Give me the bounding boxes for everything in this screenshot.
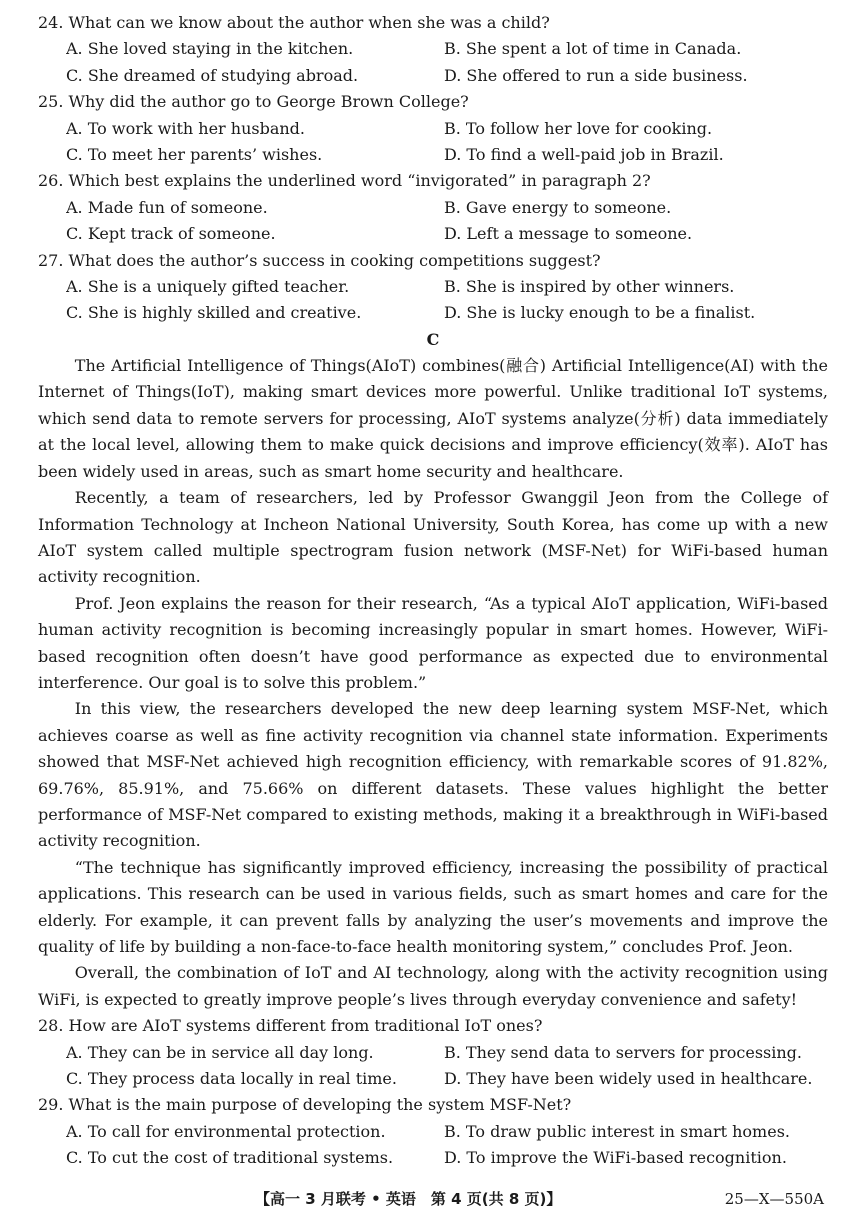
answer-option: D. To find a well-paid job in Brazil. xyxy=(444,144,724,164)
answer-option: C. To meet her parents’ wishes. xyxy=(66,144,323,164)
answer-option: D. To improve the WiFi-based recognition. xyxy=(444,1148,787,1168)
answer-option: B. She is inspired by other winners. xyxy=(444,276,735,296)
question-stem: 26. Which best explains the underlined word “invigorated” in paragraph 2? xyxy=(38,171,651,191)
question-stem: 24. What can we know about the author when she was a child? xyxy=(38,13,550,32)
passage-paragraph: “The technique has significantly improved efficiency, increasing the possibility of practical applications. This research can be used in various fields, such as smart homes and care for the elderly. For example, it can prevent falls by analyzing the user’s movements and improve the quality of life by building a non-face-to-face health monitoring system,” concludes Prof. Jeon. xyxy=(38,857,828,957)
question-stem: 27. What does the author’s success in cooking competitions suggest? xyxy=(38,250,601,270)
answer-option: A. To call for environmental protection. xyxy=(66,1121,386,1141)
question-stem: 29. What is the main purpose of developing the system MSF-Net? xyxy=(38,1095,572,1115)
answer-option: B. They send data to servers for processing. xyxy=(444,1042,802,1062)
option-row xyxy=(38,1145,828,1171)
option-row xyxy=(38,1066,828,1092)
reading-passage xyxy=(38,353,828,1013)
answer-option: A. They can be in service all day long. xyxy=(66,1042,374,1062)
answer-option: C. They process data locally in real time. xyxy=(66,1069,397,1089)
answer-option: D. She offered to run a side business. xyxy=(444,65,748,85)
passage-paragraph: Overall, the combination of IoT and AI technology, along with the activity recognition using WiFi, is expected to greatly improve people’s lives through everyday convenience and safety! xyxy=(38,963,828,1009)
footer-code: 25—X—550A xyxy=(724,1190,824,1208)
option-row xyxy=(38,116,828,142)
question-group-top xyxy=(38,10,828,327)
option-row xyxy=(38,63,828,89)
answer-option: D. She is lucky enough to be a finalist. xyxy=(444,303,756,323)
question-stem: 25. Why did the author go to George Brown College? xyxy=(38,92,469,112)
option-row xyxy=(38,274,828,300)
option-row xyxy=(38,1040,828,1066)
answer-option: D. They have been widely used in healthcare. xyxy=(444,1069,813,1089)
answer-option: B. To draw public interest in smart homes. xyxy=(444,1121,790,1141)
question-stem: 28. How are AIoT systems different from traditional IoT ones? xyxy=(38,1016,543,1036)
answer-option: B. Gave energy to someone. xyxy=(444,197,672,217)
option-row xyxy=(38,300,828,326)
passage-paragraph: In this view, the researchers developed the new deep learning system MSF-Net, which achieves coarse as well as fine activity recognition via channel state information. Experiments showed that MSF-Net achieved high recognition efficiency, with remarkable scores of 91.82%, 69.76%, 85.91%, and 75.66% on different datasets. These values highlight the better performance of MSF-Net compared to existing methods, making it a breakthrough in WiFi-based activity recognition. xyxy=(38,699,828,851)
answer-option: D. Left a message to someone. xyxy=(444,224,693,244)
page-footer xyxy=(0,1184,860,1214)
answer-option: A. She loved staying in the kitchen. xyxy=(66,39,354,59)
option-row xyxy=(38,36,828,62)
answer-option: B. She spent a lot of time in Canada. xyxy=(444,39,742,59)
answer-option: A. Made fun of someone. xyxy=(66,197,268,217)
option-row xyxy=(38,1119,828,1145)
answer-option: B. To follow her love for cooking. xyxy=(444,118,713,138)
passage-paragraph: Prof. Jeon explains the reason for their research, “As a typical AIoT application, WiFi-based human activity recognition is becoming increasingly popular in smart homes. However, WiFi-based recognition often doesn’t have good performance as expected due to environmental interference. Our goal is to solve this problem.” xyxy=(38,593,828,692)
footer-title: 【高一 3 月联考 • 英语 第 4 页(共 8 页)】 xyxy=(255,1190,562,1208)
section-label: C xyxy=(426,329,440,349)
exam-page xyxy=(38,10,828,1172)
answer-option: C. Kept track of someone. xyxy=(66,224,276,244)
option-row xyxy=(38,142,828,168)
option-row xyxy=(38,221,828,247)
passage-paragraph: The Artificial Intelligence of Things(AIoT) combines(融合) Artificial Intelligence(AI) with the Internet of Things(IoT), making smart devices more powerful. Unlike traditional IoT systems, which send data to remote servers for processing, AIoT systems analyze(分析) data immediately at the local level, allowing them to make quick decisions and improve efficiency(效率). AIoT has been widely used in areas, such as smart home security and healthcare. xyxy=(38,356,828,481)
passage-paragraph: Recently, a team of researchers, led by Professor Gwanggil Jeon from the College of Information Technology at Incheon National University, South Korea, has come up with a new AIoT system called multiple spectrogram fusion network (MSF-Net) for WiFi-based human activity recognition. xyxy=(38,488,828,587)
answer-option: C. She dreamed of studying abroad. xyxy=(66,65,359,85)
answer-option: C. To cut the cost of traditional systems. xyxy=(66,1148,394,1168)
answer-option: A. She is a uniquely gifted teacher. xyxy=(66,276,350,296)
option-row xyxy=(38,195,828,221)
answer-option: A. To work with her husband. xyxy=(66,118,306,138)
question-group-bottom xyxy=(38,1013,828,1171)
answer-option: C. She is highly skilled and creative. xyxy=(66,303,362,323)
